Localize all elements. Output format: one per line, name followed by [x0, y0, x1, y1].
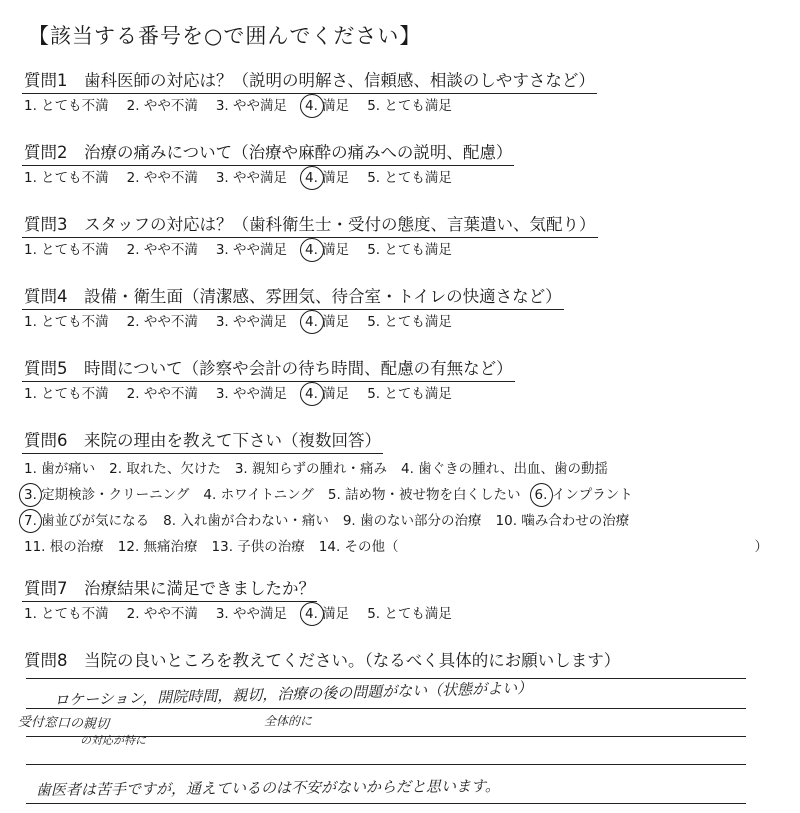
- question-title: 質問3 スタッフの対応は？（歯科衛生士・受付の態度、言葉遣い、気配り）: [22, 214, 598, 238]
- question-5: [22, 358, 762, 404]
- reason-item[interactable]: 11. 根の治療: [24, 539, 104, 555]
- question-title: 質問5 時間について（診察や会計の待ち時間、配慮の有無など）: [22, 358, 515, 382]
- option-3[interactable]: 3. やや満足: [215, 98, 288, 114]
- question-title: 質問7 治療結果に満足できましたか？: [22, 578, 317, 602]
- option-2[interactable]: 2. やや不満: [126, 242, 198, 258]
- option-1[interactable]: 1. とても不満: [24, 98, 109, 114]
- option-4-circled[interactable]: 4. 満足: [305, 386, 350, 402]
- reason-item[interactable]: 4. 歯ぐきの腫れ、出血、歯の動揺: [401, 461, 608, 477]
- question-title: 質問6 来院の理由を教えて下さい（複数回答）: [22, 430, 383, 454]
- option-2[interactable]: 2. やや不満: [126, 98, 198, 114]
- question-title: 質問2 治療の痛みについて（治療や麻酔の痛みへの説明、配慮）: [22, 142, 514, 166]
- handwritten-answer-line4: 歯医者は苦手ですが，通えているのは不安がないからだと思います。: [35, 776, 500, 800]
- instruction-header: 【該当する番号を○で囲んでください】: [28, 24, 422, 48]
- reason-item[interactable]: 2. 取れた、欠けた: [109, 461, 221, 477]
- answer-line: [26, 678, 746, 679]
- option-3[interactable]: 3. やや満足: [215, 314, 288, 330]
- handwritten-answer-line3: の対応が特に: [80, 734, 146, 747]
- reason-item-circled[interactable]: 7. 歯並びが気になる: [24, 508, 149, 534]
- question-4: [22, 286, 762, 332]
- option-1[interactable]: 1. とても不満: [24, 606, 109, 622]
- option-3[interactable]: 3. やや満足: [215, 386, 288, 402]
- option-4-circled[interactable]: 4. 満足: [305, 170, 350, 186]
- option-3[interactable]: 3. やや満足: [215, 606, 288, 622]
- handwritten-answer-line2a: 受付窓口の親切: [17, 714, 110, 733]
- answer-line: [26, 764, 746, 765]
- option-5[interactable]: 5. とても満足: [367, 170, 452, 186]
- question-1: [22, 70, 762, 116]
- option-5[interactable]: 5. とても満足: [367, 314, 452, 330]
- answer-options: [22, 312, 762, 332]
- option-1[interactable]: 1. とても不満: [24, 242, 109, 258]
- question-title: 質問8 当院の良いところを教えてください。（なるべく具体的にお願いします）: [24, 651, 621, 670]
- answer-options: [22, 96, 762, 116]
- answer-options: [22, 384, 762, 404]
- reason-item-circled[interactable]: 3. 定期検診・クリーニング: [24, 482, 189, 508]
- question-3: [22, 214, 762, 260]
- option-3[interactable]: 3. やや満足: [215, 242, 288, 258]
- option-2[interactable]: 2. やや不満: [126, 606, 198, 622]
- answer-line: [26, 803, 746, 804]
- reason-item[interactable]: 4. ホワイトニング: [203, 487, 314, 503]
- reason-item-circled[interactable]: 6. インプラント: [535, 482, 633, 508]
- option-2[interactable]: 2. やや不満: [126, 170, 198, 186]
- handwritten-answer-line2b: 全体的に: [264, 714, 313, 728]
- reason-row: [22, 534, 768, 560]
- question-7: [22, 578, 762, 624]
- option-1[interactable]: 1. とても不満: [24, 170, 109, 186]
- reason-item[interactable]: 13. 子供の治療: [211, 539, 305, 555]
- option-2[interactable]: 2. やや不満: [126, 386, 198, 402]
- reason-item[interactable]: 12. 無痛治療: [117, 539, 198, 555]
- option-5[interactable]: 5. とても満足: [367, 606, 452, 622]
- reason-row: [22, 456, 768, 482]
- question-2: [22, 142, 762, 188]
- answer-options: [22, 240, 762, 260]
- reason-item[interactable]: 3. 親知らずの腫れ・痛み: [234, 461, 388, 477]
- reason-row: [22, 508, 768, 534]
- option-4-circled[interactable]: 4. 満足: [305, 606, 350, 622]
- option-4-circled[interactable]: 4. 満足: [305, 242, 350, 258]
- option-2[interactable]: 2. やや不満: [126, 314, 198, 330]
- reason-item-other[interactable]: 14. その他（: [318, 539, 399, 555]
- reason-item[interactable]: 1. 歯が痛い: [24, 461, 96, 477]
- option-5[interactable]: 5. とても満足: [367, 98, 452, 114]
- option-1[interactable]: 1. とても不満: [24, 386, 109, 402]
- reason-item[interactable]: 8. 入れ歯が合わない・痛い: [163, 513, 329, 529]
- reason-item[interactable]: 5. 詰め物・被せ物を白くしたい: [327, 487, 521, 503]
- reason-item[interactable]: 9. 歯のない部分の治療: [342, 513, 482, 529]
- question-title: 質問1 歯科医師の対応は？（説明の明解さ、信頼感、相談のしやすさなど）: [22, 70, 597, 94]
- question-title: 質問4 設備・衛生面（清潔感、雰囲気、待合室・トイレの快適さなど）: [22, 286, 564, 310]
- option-5[interactable]: 5. とても満足: [367, 242, 452, 258]
- reason-row: [22, 482, 768, 508]
- option-1[interactable]: 1. とても不満: [24, 314, 109, 330]
- question-6: [22, 430, 768, 560]
- option-3[interactable]: 3. やや満足: [215, 170, 288, 186]
- handwritten-answer-line1: ロケーション，開院時間，親切，治療の後の問題がない（状態がよい）: [53, 678, 533, 710]
- reason-item[interactable]: 10. 噛み合わせの治療: [495, 513, 630, 529]
- option-4-circled[interactable]: 4. 満足: [305, 314, 350, 330]
- answer-options: [22, 604, 762, 624]
- answer-options: [22, 168, 762, 188]
- option-4-circled[interactable]: 4. 満足: [305, 98, 350, 114]
- option-5[interactable]: 5. とても満足: [367, 386, 452, 402]
- question-8: [22, 650, 762, 673]
- other-closing-paren: ）: [754, 539, 768, 555]
- reason-list: [22, 456, 768, 560]
